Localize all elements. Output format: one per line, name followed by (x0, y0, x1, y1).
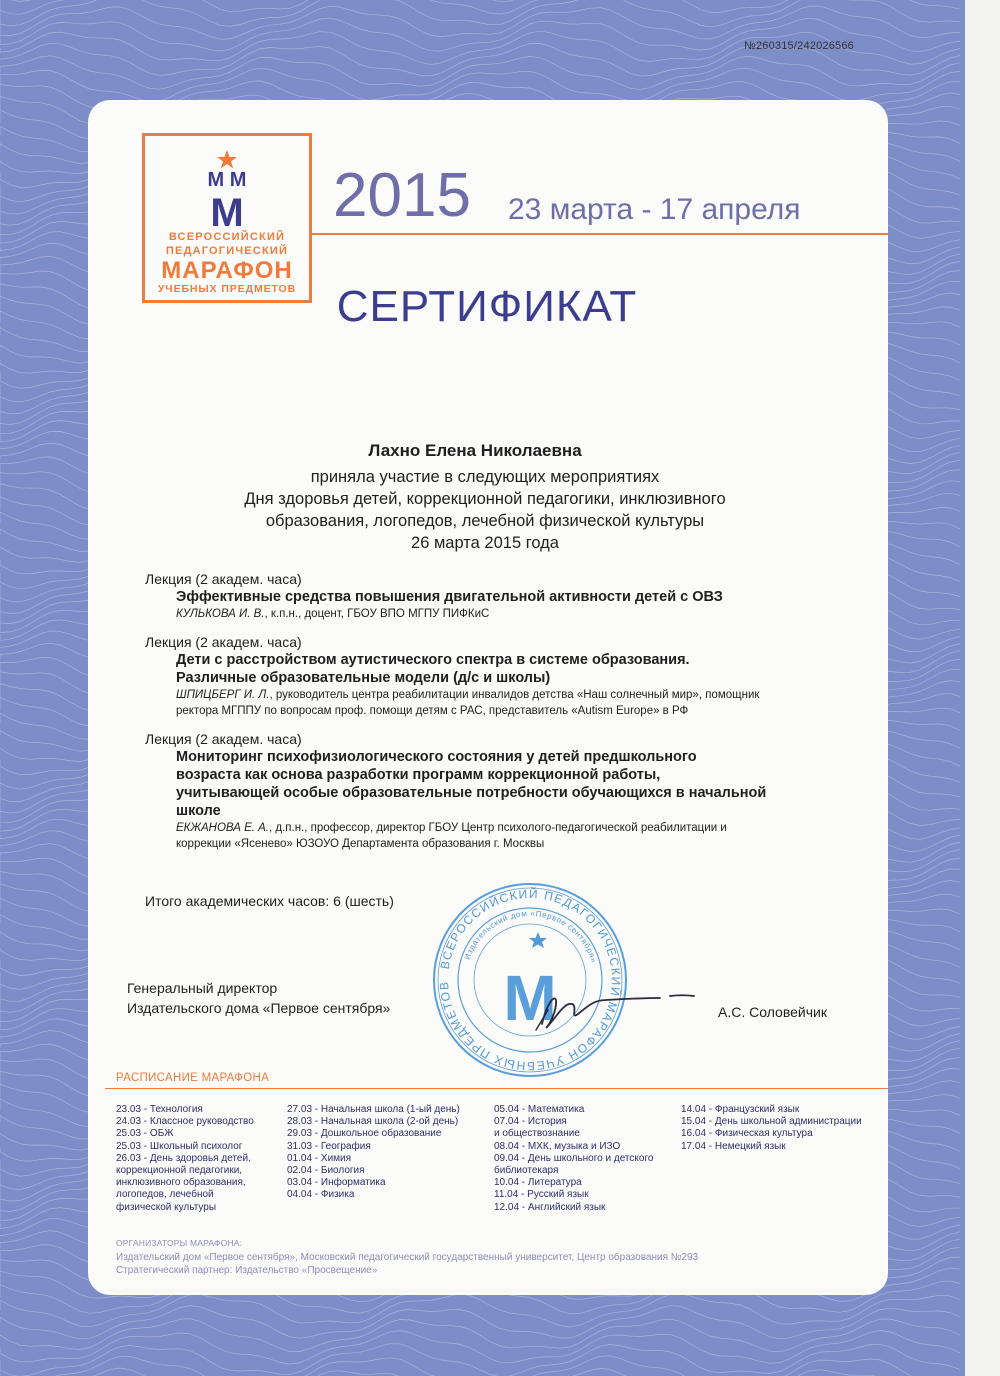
schedule-item: 08.04 - МХК, музыка и ИЗО (494, 1140, 621, 1152)
lecturer-details: ректора МГППУ по вопросам проф. помощи детям с РАС, представитель «Autism Europe» в РФ (176, 705, 689, 717)
lecturer-info (176, 687, 825, 719)
lecture-item (145, 570, 825, 622)
intro-line-3: образования, логопедов, лечебной физической культуры (265, 512, 705, 530)
schedule-item: 23.03 - Технология (116, 1104, 203, 1115)
schedule-item: 01.04 - Химия (287, 1152, 352, 1164)
svg-text:M: M (503, 962, 557, 1034)
lecturer-name: ШПИЦБЕРГ И. Л. (176, 689, 270, 701)
lecture-title-line: возраста как основа разработки программ коррекционной работы, (176, 767, 661, 783)
schedule-item: 10.04 - Литература (494, 1177, 582, 1189)
director-title (127, 978, 390, 1018)
serial-number: №260315/242026566 (743, 40, 854, 52)
lecturer-info (176, 820, 825, 852)
schedule-item: 29.03 - Дошкольное образование (287, 1128, 442, 1140)
schedule-item: 17.04 - Немецкий язык (681, 1140, 786, 1152)
lecture-title-line: Эффективные средства повышения двигательной активности детей с ОВЗ (176, 589, 723, 605)
handwritten-signature (520, 980, 700, 1040)
schedule-item: 15.04 - День школьной администрации (681, 1116, 862, 1128)
stamp-outer-text: ВСЕРОССИЙСКИЙ ПЕДАГОГИЧЕСКИЙ МАРАФОН УЧЕБНЫХ ПРЕДМЕТОВ (436, 886, 624, 1074)
intro-line-1: приняла участие в следующих мероприятиях (310, 468, 660, 486)
schedule-item: 09.04 - День школьного и детского библиотекаря (494, 1152, 654, 1177)
schedule-item: 04.04 - Физика (287, 1189, 355, 1201)
lecture-title (176, 588, 825, 606)
lecture-type: Лекция (2 академ. часа) (145, 634, 302, 650)
schedule-item: 28.03 - Начальная школа (2-ой день) (287, 1116, 459, 1128)
lecturer-name: ЕКЖАНОВА Е. А. (176, 822, 269, 834)
recipient-name: Лахно Елена Николаевна (368, 441, 582, 460)
schedule-item: 11.04 - Русский язык (494, 1189, 589, 1201)
schedule-item: 24.03 - Классное руководство (116, 1116, 254, 1128)
schedule-column-4 (681, 1104, 886, 1153)
organizers-line-1: Издательский дом «Первое сентября», Московский педагогический государственный университет, Центр образования №293 (116, 1251, 699, 1263)
intro-line-4: 26 марта 2015 года (411, 534, 559, 552)
lecturer-info (176, 606, 825, 622)
mm-logo-icon (145, 136, 309, 232)
lecturer-line (176, 820, 825, 836)
logo-line-4: УЧЕБНЫХ ПРЕДМЕТОВ (157, 283, 297, 295)
intro-line-2: Дня здоровья детей, коррекционной педагогики, инклюзивного (244, 490, 726, 508)
schedule-column-3 (494, 1104, 684, 1214)
svg-text:M M: M M (207, 169, 247, 191)
lecture-type: Лекция (2 академ. часа) (145, 571, 302, 587)
schedule-item: 14.04 - Французский язык (681, 1104, 800, 1115)
participation-text (200, 466, 770, 554)
signer-name: А.С. Соловейчик (718, 1004, 827, 1020)
organizers (116, 1237, 698, 1278)
schedule-item: 16.04 - Физическая культура (681, 1128, 813, 1140)
schedule-item: 03.04 - Информатика (287, 1177, 386, 1189)
schedule-item: 12.04 - Английский язык (494, 1201, 606, 1213)
lecture-list (145, 570, 825, 863)
organizers-heading: ОРГАНИЗАТОРЫ МАРАФОНА: (116, 1238, 243, 1248)
lecturer-details: , руководитель центра реабилитации инвалидов детства «Наш солнечный мир», помощник (269, 689, 760, 701)
header-year: 2015 (333, 161, 471, 230)
marathon-logo (142, 133, 312, 303)
lecture-title-line: Мониторинг психофизиологического состояния у детей предшкольного (176, 749, 697, 765)
lecture-title-line: учитывающей особые образовательные потребности обучающихся в начальной (176, 785, 767, 801)
organizers-line-2: Стратегический партнер: Издательство «Просвещение» (116, 1265, 378, 1276)
lecturer-name: КУЛЬКОВА И. В. (176, 608, 265, 620)
stamp-inner-text: Издательский дом «Первое сентября» (462, 908, 599, 965)
schedule-item: 02.04 - Биология (287, 1165, 365, 1177)
total-hours: Итого академических часов: 6 (шесть) (145, 893, 394, 909)
logo-line-3: МАРАФОН (161, 257, 293, 284)
logo-line-1: ВСЕРОССИЙСКИЙ (168, 231, 286, 243)
schedule-item: 25.03 - Школьный психолог (116, 1140, 243, 1152)
schedule-column-2 (287, 1104, 477, 1202)
lecture-title (176, 748, 825, 820)
lecturer-details: , к.п.н., доцент, ГБОУ ВПО МГПУ ПИФКиС (264, 608, 490, 620)
lecture-item (145, 633, 825, 719)
schedule-title: РАСПИСАНИЕ МАРАФОНА (116, 1072, 270, 1084)
schedule-item: 25.03 - ОБЖ (116, 1128, 174, 1140)
lecturer-details: коррекции «Ясенево» ЮЗОУО Департамента образования г. Москвы (176, 838, 545, 850)
header-divider (312, 233, 888, 235)
director-line-1: Генеральный директор (127, 980, 278, 996)
lecture-title-line: Дети с расстройством аутистического спектра в системе образования. (176, 652, 690, 668)
lecture-type: Лекция (2 академ. часа) (145, 731, 302, 747)
logo-line-2: ПЕДАГОГИЧЕСКИЙ (165, 245, 289, 257)
lecture-title (176, 651, 825, 687)
schedule-column-1 (116, 1104, 276, 1214)
schedule-item: 07.04 - История и обществознание (494, 1116, 580, 1140)
lecturer-line (176, 687, 825, 703)
certificate-title (0, 282, 1000, 332)
svg-text:M: M (210, 191, 244, 232)
schedule-item: 26.03 - День здоровья детей, коррекционной педагогики, инклюзивного образования, логопедов, лечебной физической культуры (116, 1152, 251, 1213)
lecture-title-line: Различные образовательные модели (д/с и школы) (176, 670, 551, 686)
certificate-title-text: СЕРТИФИКАТ (336, 282, 638, 331)
header-dates: 23 марта - 17 апреля (508, 193, 801, 226)
schedule-item: 27.03 - Начальная школа (1-ый день) (287, 1104, 460, 1115)
lecturer-details: , д.п.н., профессор, директор ГБОУ Центр психолого-педагогической реабилитации и (269, 822, 727, 834)
schedule-item: 05.04 - Математика (494, 1104, 585, 1115)
schedule-divider (105, 1088, 888, 1089)
lecture-item (145, 730, 825, 852)
director-line-2: Издательского дома «Первое сентября» (127, 1000, 391, 1016)
lecture-title-line: школе (176, 803, 221, 819)
schedule-item: 31.03 - География (287, 1140, 371, 1152)
lecturer-line (176, 606, 825, 622)
